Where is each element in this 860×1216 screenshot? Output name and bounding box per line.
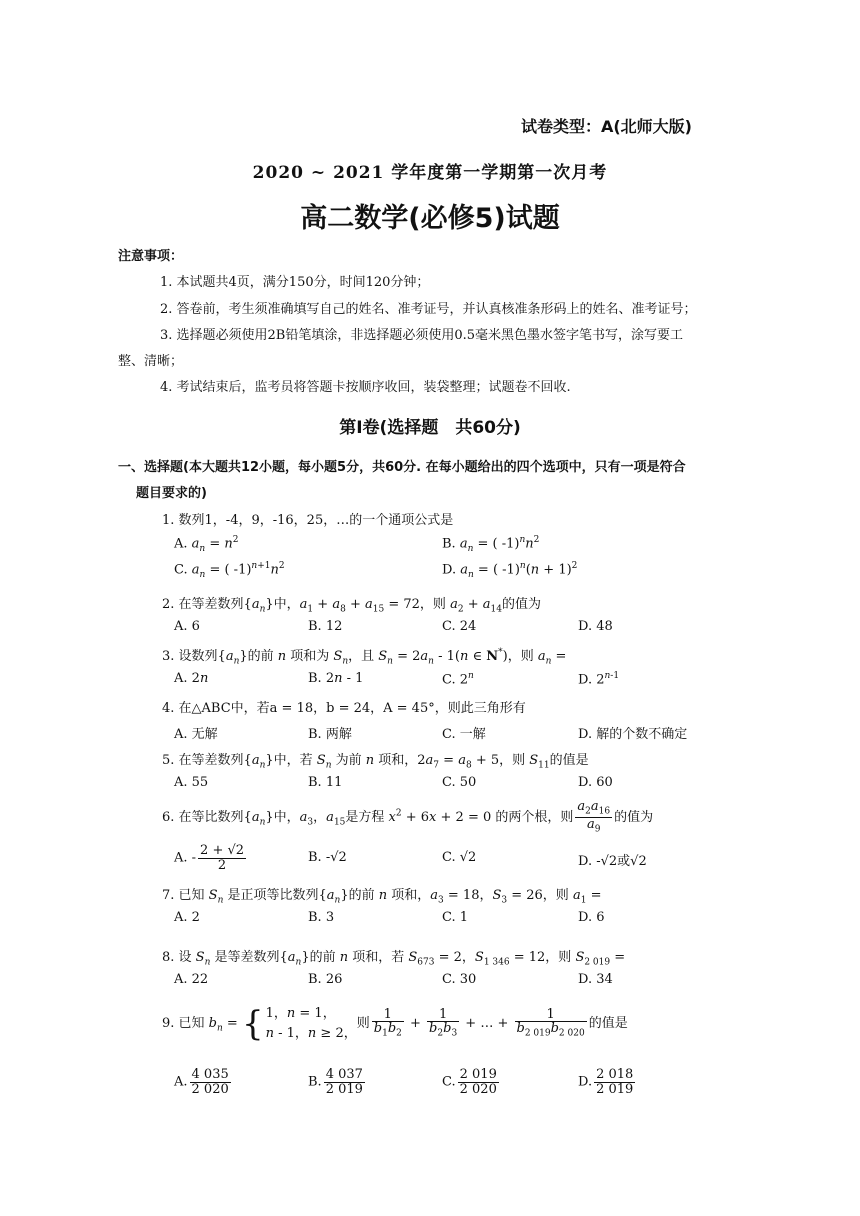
part-title: 第Ⅰ卷(选择题 共60分) bbox=[339, 418, 521, 438]
option: A. - $\frac{2 + √2}{2}$ bbox=[174, 843, 245, 873]
option: D. 48 bbox=[578, 619, 613, 634]
notice-heading: 注意事项： bbox=[118, 249, 184, 264]
option: B. 3 bbox=[308, 910, 335, 925]
option: B. 两解 bbox=[308, 727, 352, 742]
question-stem: 3. 设数列$\{a_n\}$的前 n 项和为 $S_n$，且 $S_n = 2a_n - 1(n$ ∈ N*)，则 $a_n$ = bbox=[162, 647, 567, 667]
option: D. -√2或√2 bbox=[578, 854, 647, 869]
option: C. 50 bbox=[442, 775, 477, 790]
question-stem: 1. 数列1，-4，9，-16，25，…的一个通项公式是 bbox=[162, 513, 454, 528]
option: A. 6 bbox=[174, 619, 200, 634]
option: B. $a_n$ = ( $-1)^nn^2$ bbox=[442, 535, 540, 554]
option: B. 26 bbox=[308, 972, 343, 987]
option: A. 22 bbox=[174, 972, 209, 987]
exam-type: 试卷类型：A(北师大版) bbox=[520, 117, 692, 136]
option: B. -√2 bbox=[308, 850, 347, 865]
question-stem: 9. 已知 $b_n$ = { 1，n = 1， n - 1，n ≥ 2， 则 $\frac{1}{b_1b_2}$ + $\frac{1}{b_2b_3}$ + … + $\frac{1}{b_{2 019}b_{2 020}}$ 的值是 bbox=[162, 1003, 628, 1044]
option: D. 2$^{n-1}$ bbox=[578, 671, 620, 688]
option: A. $a_n = n^2$ bbox=[174, 535, 239, 554]
option: C. $a_n$ = ( $-1)^{n+1}n^2$ bbox=[174, 561, 285, 580]
option: A. 2n bbox=[174, 671, 209, 686]
option: B. 12 bbox=[308, 619, 343, 634]
option: B. $\frac{4 037}{2 019}$ bbox=[308, 1067, 363, 1097]
section-heading-cont: 题目要求的) bbox=[136, 486, 207, 501]
option: C. 30 bbox=[442, 972, 477, 987]
question-stem: 4. 在△ABC中，若a = 18，b = 24，A = 45°，则此三角形有 bbox=[162, 701, 526, 716]
option: C. 24 bbox=[442, 619, 477, 634]
question-stem: 2. 在等差数列$\{a_n\}$中，$a_1 + a_8 + a_{15} = 72$，则 $a_2 + a_{14}$的值为 bbox=[162, 597, 541, 615]
option: D. $\frac{2 018}{2 019}$ bbox=[578, 1067, 634, 1097]
option: D. 34 bbox=[578, 972, 613, 987]
question-stem: 6. 在等比数列$\{a_n\}$中，$a_3$，$a_{15}$是方程 $x^2 + 6x + 2 = 0$ 的两个根，则 $\frac{a_2a_{16}}{a_9}$ 的值为 bbox=[162, 799, 654, 835]
option: D. 60 bbox=[578, 775, 613, 790]
notice-item: 4. 考试结束后，监考员将答题卡按顺序收回，装袋整理；试题卷不回收. bbox=[160, 380, 571, 395]
option: A. 2 bbox=[174, 910, 200, 925]
option: A. $\frac{4 035}{2 020}$ bbox=[174, 1067, 229, 1097]
notice-item: 3. 选择题必须使用2B铅笔填涂，非选择题必须使用0.5毫米黑色墨水签字笔书写，涂写要工 bbox=[160, 328, 684, 343]
notice-item: 1. 本试题共4页，满分150分，时间120分钟； bbox=[160, 275, 430, 290]
page-title: 高二数学(必修5)试题 bbox=[300, 203, 560, 234]
option: D. 解的个数不确定 bbox=[578, 727, 688, 742]
notice-item: 2. 答卷前，考生须准确填写自己的姓名、准考证号，并认真核准条形码上的姓名、准考证号； bbox=[160, 302, 697, 317]
exam-term: 2020 ~ 2021 学年度第一学期第一次月考 bbox=[252, 163, 608, 183]
option: A. 无解 bbox=[174, 727, 218, 742]
option: C. $\frac{2 019}{2 020}$ bbox=[442, 1067, 497, 1097]
notice-item: 整、清晰； bbox=[118, 354, 184, 369]
option: D. $a_n$ = ( $-1)^n(n + 1)^2$ bbox=[442, 561, 578, 580]
option: D. 6 bbox=[578, 910, 605, 925]
option: B. 2n - 1 bbox=[308, 671, 364, 686]
option: C. √2 bbox=[442, 850, 477, 865]
question-stem: 5. 在等差数列$\{a_n\}$中，若 $S_n$ 为前 n 项和，$2a_7 = a_8 + 5$，则 $S_{11}$的值是 bbox=[162, 753, 589, 771]
option: C. 2$^n$ bbox=[442, 671, 474, 688]
option: B. 11 bbox=[308, 775, 343, 790]
section-heading: 一、选择题(本大题共12小题，每小题5分，共60分. 在每小题给出的四个选项中，只有一项是符合 bbox=[118, 460, 686, 475]
option: C. 1 bbox=[442, 910, 469, 925]
question-stem: 7. 已知 $S_n$ 是正项等比数列$\{a_n\}$的前 n 项和，$a_3 = 18$，$S_3 = 26$，则 $a_1$ = bbox=[162, 888, 602, 906]
option: A. 55 bbox=[174, 775, 209, 790]
question-stem: 8. 设 $S_n$ 是等差数列$\{a_n\}$的前 n 项和，若 $S_{673} = 2$，$S_{1 346} = 12$，则 $S_{2 019}$ = bbox=[162, 950, 626, 968]
option: C. 一解 bbox=[442, 727, 486, 742]
